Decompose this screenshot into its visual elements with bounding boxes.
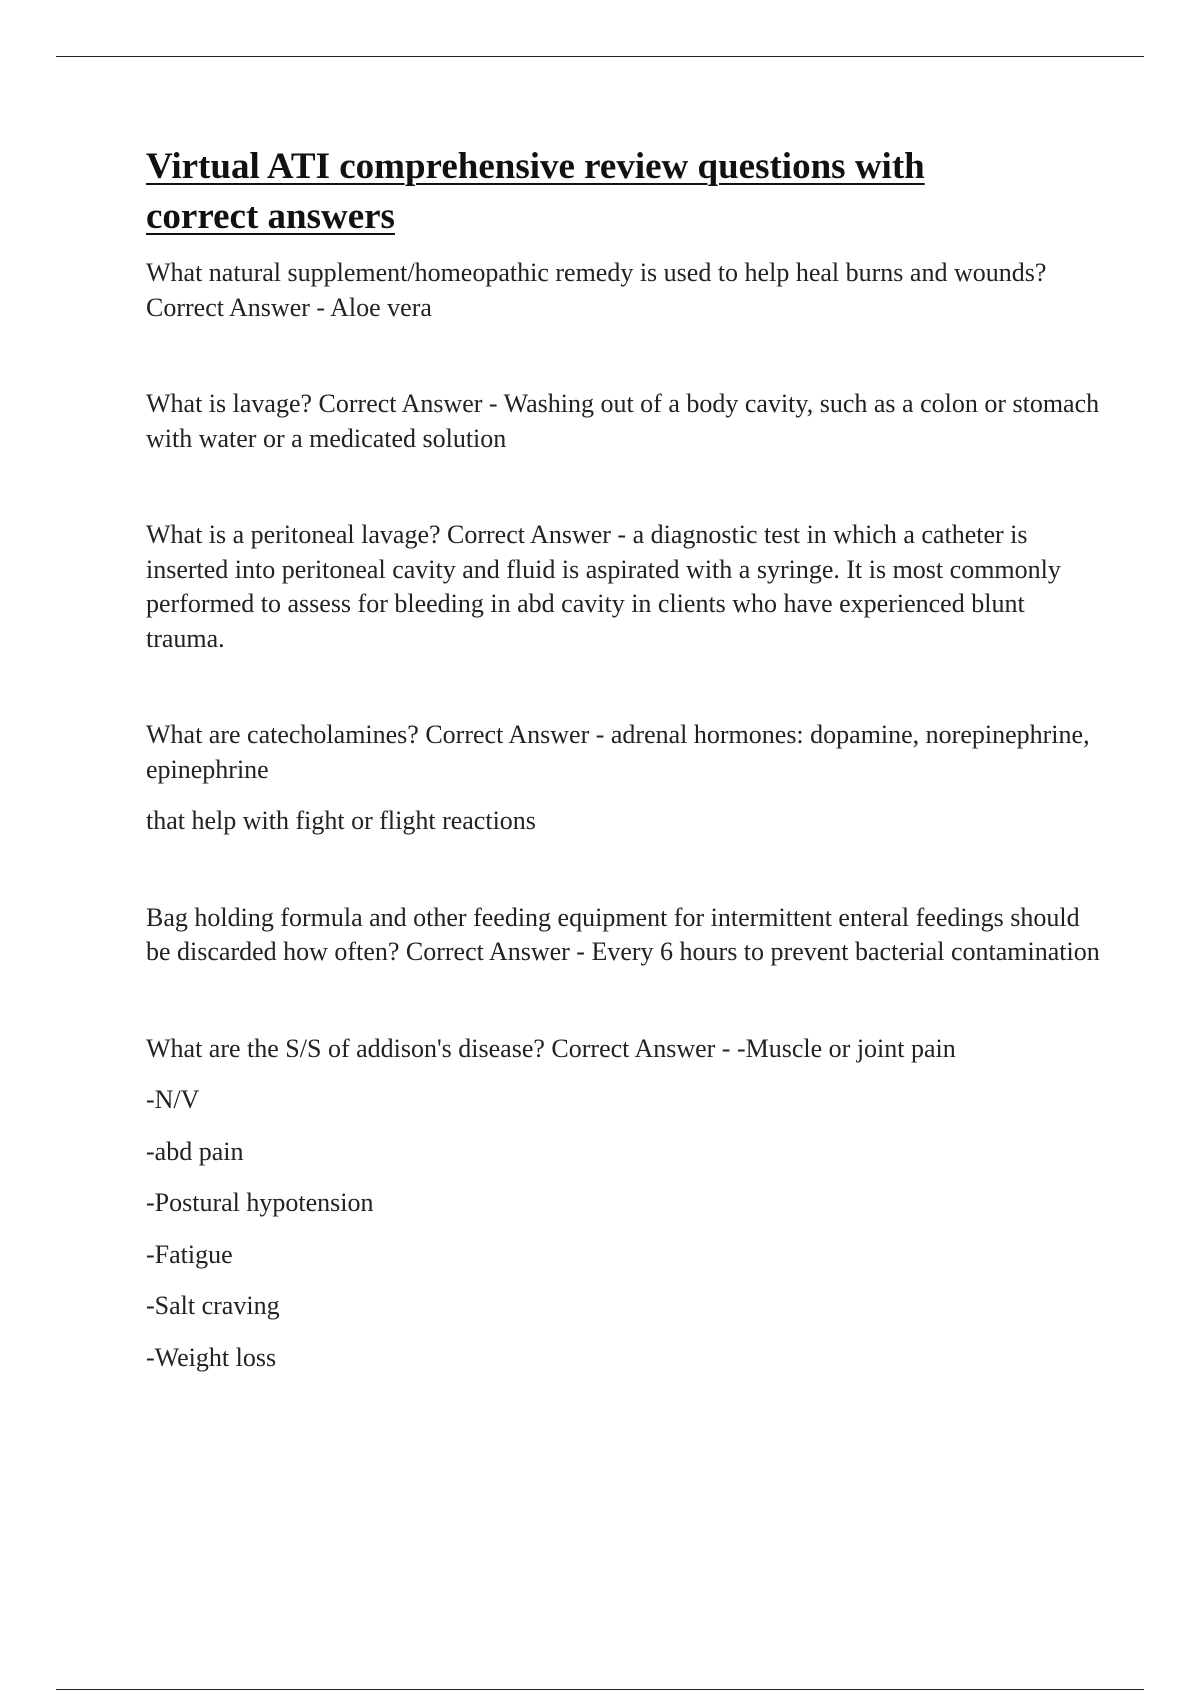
document-title	[146, 142, 1106, 242]
qa-text: What are catecholamines? Correct Answer - adrenal hormones: dopamine, norepinephrine, epinephrine	[146, 720, 1090, 784]
qa-text: What natural supplement/homeopathic remedy is used to help heal burns and wounds? Correct Answer - Aloe vera	[146, 258, 1047, 322]
qa-text: What is a peritoneal lavage? Correct Answer - a diagnostic test in which a catheter is inserted into peritoneal cavity and fluid is aspirated with a syringe. It is most commonly performed to assess for bleeding in abd cavity in clients who have experienced blunt trauma.	[146, 520, 1061, 653]
symptom-item: -N/V	[146, 1085, 200, 1114]
qa-text-continuation: that help with fight or flight reactions	[146, 806, 536, 835]
qa-item	[146, 718, 1106, 839]
document-title-line-1: Virtual ATI comprehensive review questions with	[146, 146, 925, 187]
qa-text: What is lavage? Correct Answer - Washing out of a body cavity, such as a colon or stomach with water or a medicated solution	[146, 389, 1100, 453]
symptom-item: -Fatigue	[146, 1239, 233, 1269]
symptom-item: -Weight loss	[146, 1342, 277, 1372]
qa-item	[146, 1032, 1106, 1376]
top-rule	[56, 56, 1144, 57]
qa-list	[146, 256, 1106, 1375]
bottom-rule	[56, 1689, 1144, 1690]
qa-text: Bag holding formula and other feeding equipment for intermittent enteral feedings should be discarded how often? Correct Answer - Every 6 hours to prevent bacterial contamination	[146, 902, 1100, 966]
qa-item	[146, 387, 1106, 456]
symptom-item: -Salt craving	[146, 1291, 280, 1320]
qa-item	[146, 901, 1106, 970]
document-body	[146, 142, 1106, 1437]
qa-item	[146, 518, 1106, 656]
symptom-item: -Postural hypotension	[146, 1188, 374, 1217]
symptom-item: -abd pain	[146, 1136, 244, 1166]
document-title-line-2: correct answers	[146, 196, 395, 237]
qa-text: What are the S/S of addison's disease? Correct Answer - -Muscle or joint pain	[146, 1033, 956, 1063]
qa-item	[146, 256, 1106, 325]
